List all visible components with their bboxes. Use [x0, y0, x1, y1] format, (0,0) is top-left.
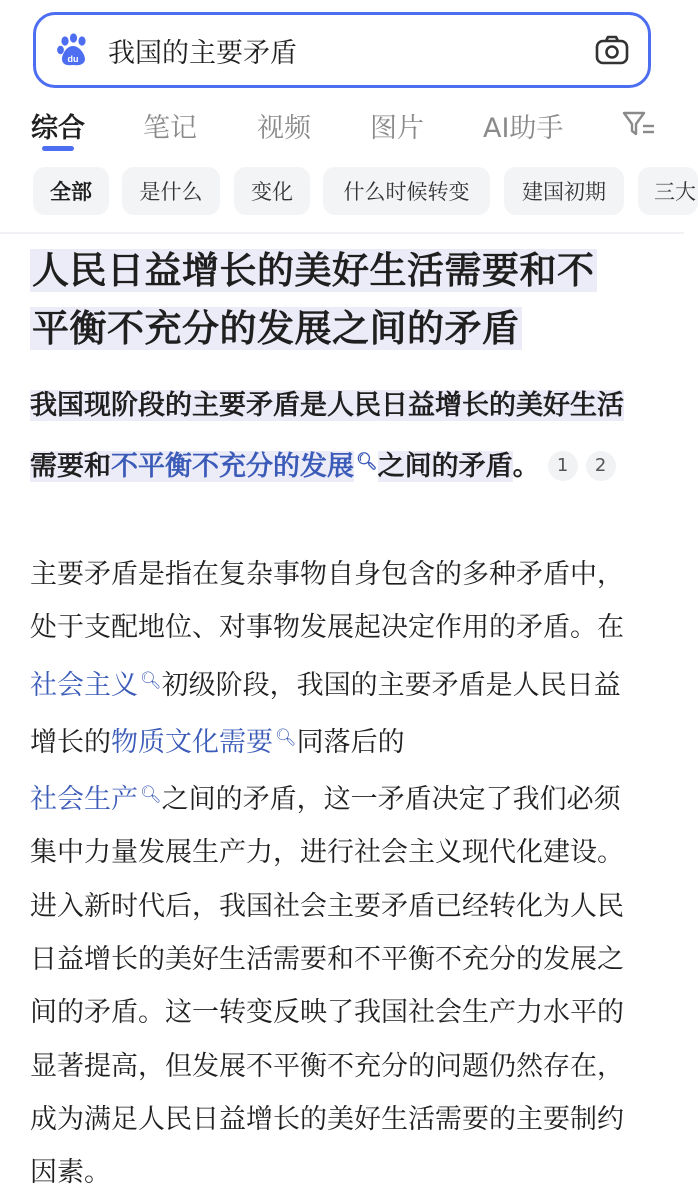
tab-images[interactable]: 图片: [370, 113, 424, 144]
divider: [0, 232, 684, 234]
chip-three-major[interactable]: 三大: [638, 167, 698, 215]
tab-ai-assistant[interactable]: AI助手: [483, 113, 564, 144]
paragraph-text-2: 初级阶段，我国的主要矛盾是人民日益增长的: [30, 669, 621, 758]
answer-paragraph: [30, 548, 646, 1200]
citation-2[interactable]: 2: [586, 451, 616, 481]
baidu-paw-icon: [56, 33, 90, 67]
headline-line-2: 平衡不充分的发展之间的矛盾: [32, 307, 520, 350]
search-small-icon: 🔍︎: [140, 670, 162, 691]
answer-summary: [30, 377, 650, 495]
chip-early-prc[interactable]: 建国初期: [504, 167, 624, 215]
link-socialism[interactable]: 社会主义: [30, 669, 138, 701]
search-bar[interactable]: [33, 12, 651, 88]
search-input[interactable]: 我国的主要矛盾: [108, 37, 297, 69]
search-small-icon: 🔍︎: [356, 452, 378, 472]
summary-text-2: 之间的矛盾: [377, 451, 513, 482]
headline-line-1: 人民日益增长的美好生活需要和不: [32, 249, 595, 292]
chip-change[interactable]: 变化: [234, 167, 310, 215]
summary-tail: 。: [512, 451, 540, 482]
chip-all[interactable]: 全部: [33, 167, 109, 215]
active-tab-indicator: [42, 146, 74, 151]
paragraph-text-4: 之间的矛盾，这一矛盾决定了我们必须集中力量发展生产力，进行社会主义现代化建设。进入新时代后，我国社会主要矛盾已经转化为人民日益增长的美好生活需要和不平衡不充分的发展之间的矛盾。这一转变反映了我国社会生产力水平的显著提高，但发展不平衡不充分的问题仍然存在，成为满足人民日益增长的美好生活需要的主要制约因素。: [30, 784, 624, 1189]
tab-comprehensive[interactable]: 综合: [31, 113, 85, 144]
chip-when-changed[interactable]: 什么时候转变: [323, 167, 490, 215]
citation-1[interactable]: 1: [548, 451, 578, 481]
svg-text:du: du: [67, 54, 79, 64]
search-small-icon: 🔍︎: [275, 727, 297, 748]
tab-videos[interactable]: 视频: [257, 113, 311, 144]
filter-icon[interactable]: [622, 110, 656, 138]
answer-headline: [30, 242, 660, 358]
paragraph-text-1: 主要矛盾是指在复杂事物自身包含的多种矛盾中，处于支配地位、对事物发展起决定作用的矛盾。在: [30, 559, 624, 644]
paragraph-text-3: 同落后的: [296, 726, 405, 758]
chip-what-is[interactable]: 是什么: [122, 167, 220, 215]
link-material-cultural-needs[interactable]: 物质文化需要: [111, 726, 273, 758]
summary-text-1: 我国现阶段的主要矛盾是人民日益增长的美好生活需要和: [30, 390, 624, 482]
camera-icon[interactable]: [594, 32, 630, 68]
summary-link[interactable]: 不平衡不充分的发展: [111, 451, 354, 482]
search-small-icon: 🔍︎: [140, 785, 162, 806]
link-social-production[interactable]: 社会生产: [30, 784, 138, 816]
tab-notes[interactable]: 笔记: [143, 113, 197, 144]
